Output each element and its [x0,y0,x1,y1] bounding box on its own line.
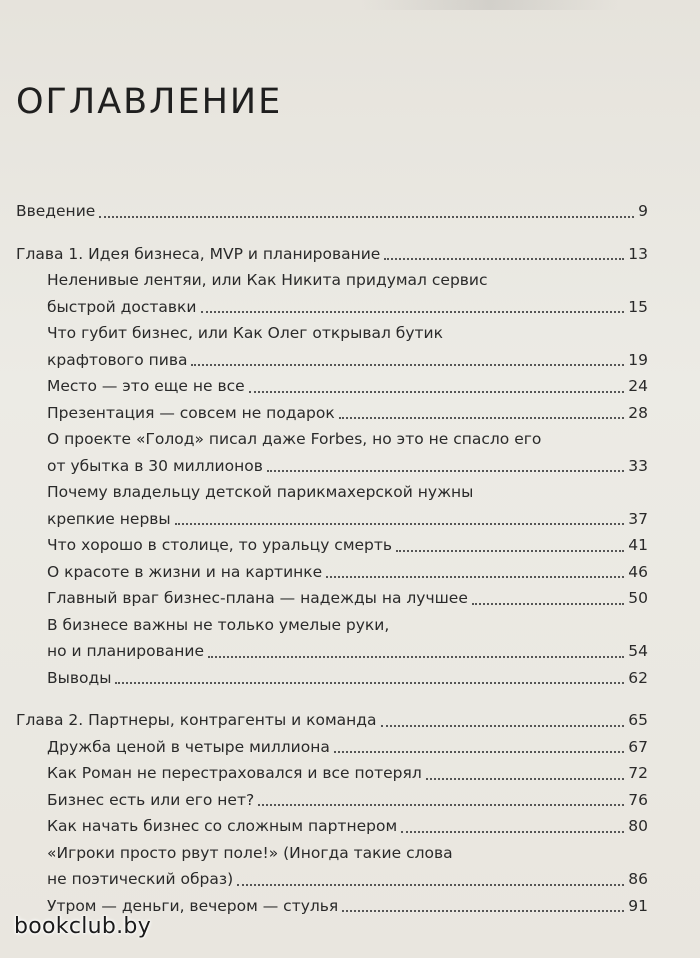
page-title: ОГЛАВЛЕНИЕ [16,82,283,122]
toc-entry [16,612,648,665]
toc-entry [16,559,648,586]
toc-entry-conclusions [16,665,648,692]
toc-entry-text: Утром — деньги, вечером — стулья [47,896,339,915]
toc-entry-text-line2: быстрой доставки [47,297,197,316]
toc-entry-text-line2: от убытка в 30 миллионов [47,456,263,475]
toc-page-number: 19 [628,350,648,369]
toc-entry-text-line2: крепкие нервы [47,509,171,528]
leader-dots [201,311,625,313]
leader-dots [339,417,625,419]
toc-page-number: 41 [628,536,648,554]
toc-entry [16,373,648,400]
leader-dots [326,576,624,578]
toc-page-number: 24 [628,377,648,395]
leader-dots [208,656,624,658]
toc-entry-text: Презентация — совсем не подарок [47,403,335,422]
leader-dots [342,910,624,912]
toc-entry [16,426,648,479]
toc-entry-text: Что хорошо в столице, то уральцу смерть [47,536,393,554]
toc-page-number: 28 [628,403,648,422]
toc-entry-text-line1: Неленивые лентяи, или Как Никита придумал сервис [47,271,488,289]
toc-entry [16,479,648,532]
leader-dots [237,884,624,886]
leader-dots [115,682,624,684]
leader-dots [175,523,625,525]
toc-entry-text: Глава 1. Идея бизнеса, MVP и планирование [16,244,381,263]
toc-page-number: 15 [628,297,648,316]
toc-page-number: 13 [628,244,648,263]
print-bleed [360,0,620,10]
leader-dots [249,391,625,393]
toc-entry [16,787,648,814]
site-watermark: bookclub.by [14,914,152,939]
toc-page-number: 80 [628,817,648,835]
toc-entry [16,840,648,893]
toc-entry-text-line1: О проекте «Голод» писал даже Forbes, но это не спасло его [47,430,542,448]
toc-page-number: 46 [628,562,648,581]
toc-entry-text-line1: «Игроки просто рвут поле!» (Иногда такие слова [47,843,453,862]
toc-entry-text: О красоте в жизни и на картинке [47,562,323,581]
toc-page-number: 86 [628,870,648,888]
toc-entry-text: Бизнес есть или его нет? [47,790,255,809]
leader-dots [99,216,634,218]
toc-entry-text-line1: Что губит бизнес, или Как Олег открывал бутик [47,324,443,342]
toc-entry [16,585,648,612]
toc-entry-chapter-2 [16,707,648,734]
leader-dots [401,831,624,833]
leader-dots [191,364,624,366]
toc-entry [16,813,648,840]
leader-dots [472,603,624,605]
toc-entry [16,760,648,787]
toc-page-number: 65 [628,711,648,729]
toc-entry-text: Дружба ценой в четыре миллиона [47,737,330,756]
toc-page-number: 91 [628,896,648,915]
toc-entry [16,320,648,373]
toc-entry [16,400,648,427]
toc-entry-text-line2: но и планирование [47,642,204,660]
toc-page-number: 37 [628,509,648,528]
toc-page-number: 33 [628,456,648,475]
leader-dots [258,804,624,806]
toc-page-number: 72 [628,764,648,782]
toc-entry-text: Глава 2. Партнеры, контрагенты и команда [16,711,377,729]
toc-entry-text: Введение [16,202,96,220]
leader-dots [396,550,624,552]
toc-entry [16,267,648,320]
toc-page-number: 67 [628,737,648,756]
toc-entry-text-line1: В бизнесе важны не только умелые руки, [47,615,390,634]
toc-entry-text: Как начать бизнес со сложным партнером [47,817,398,835]
toc-page-number: 54 [628,642,648,660]
toc-page-number: 76 [628,790,648,809]
toc-entry-text-line1: Почему владельцу детской парикмахерской нужны [47,483,474,501]
toc-page-number: 9 [638,202,648,220]
leader-dots [334,751,624,753]
toc-entry-text-line2: не поэтический образ) [47,870,234,888]
leader-dots [381,725,625,727]
table-of-contents [16,198,648,919]
leader-dots [426,778,625,780]
toc-entry-text: Как Роман не перестраховался и все потерял [47,764,422,782]
toc-entry-intro [16,198,648,225]
toc-entry-text: Место — это еще не все [47,377,245,395]
toc-entry-text: Главный враг бизнес-плана — надежды на лучшее [47,589,468,607]
toc-entry [16,532,648,559]
leader-dots [384,258,624,260]
toc-entry-chapter-1 [16,241,648,268]
toc-entry-text: Выводы [47,668,112,687]
leader-dots [267,470,624,472]
toc-page-number: 50 [628,589,648,607]
toc-page-number: 62 [628,668,648,687]
toc-entry [16,734,648,761]
toc-entry-text-line2: крафтового пива [47,350,188,369]
